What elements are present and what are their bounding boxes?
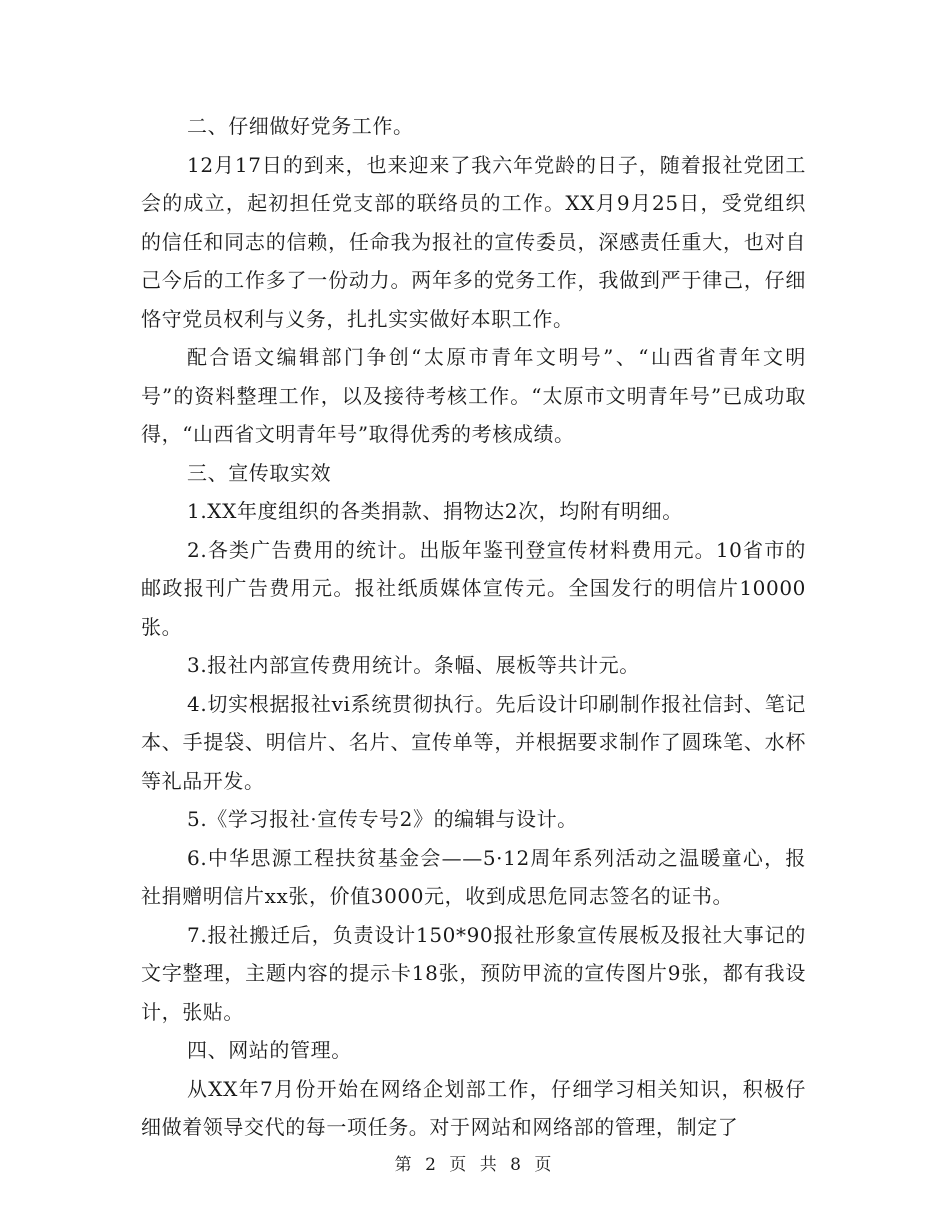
document-body [141,107,806,1147]
list-item: 2.各类广告费用的统计。出版年鉴刊登宣传材料费用元。10省市的邮政报刊广告费用元。报社纸质媒体宣传元。全国发行的明信片10000张。 [141,537,806,639]
paragraph: 从XX年7月份开始在网络企划部工作，仔细学习相关知识，积极仔细做着领导交代的每一项任务。对于网站和网络部的管理，制定了 [141,1076,806,1139]
list-item: 6.中华思源工程扶贫基金会——5·12周年系列活动之温暖童心，报社捐赠明信片xx张，价值3000元，收到成思危同志签名的证书。 [141,845,806,908]
list-item: 5.《学习报社·宣传专号2》的编辑与设计。 [187,807,578,831]
section-heading-party-work: 二、仔细做好党务工作。 [187,114,414,138]
page-footer: 第 2 页 共 8 页 [394,1155,556,1175]
list-item: 4.切实根据报社vi系统贯彻执行。先后设计印刷制作报社信封、笔记本、手提袋、明信片、名片、宣传单等，并根据要求制作了圆珠笔、水杯等礼品开发。 [141,691,806,793]
section-heading-website: 四、网站的管理。 [187,1038,352,1062]
list-item: 7.报社搬迁后，负责设计150*90报社形象宣传展板及报社大事记的文字整理，主题内容的提示卡18张，预防甲流的宣传图片9张，都有我设计，张贴。 [141,922,806,1024]
paragraph: 配合语文编辑部门争创“太原市青年文明号”、“山西省青年文明号”的资料整理工作，以及接待考核工作。“太原市文明青年号”已成功取得，“山西省文明青年号”取得优秀的考核成绩。 [141,345,806,446]
list-item: 1.XX年度组织的各类捐款、捐物达2次，均附有明细。 [187,499,683,523]
paragraph: 12月17日的到来，也来迎来了我六年党龄的日子，随着报社党团工会的成立，起初担任党支部的联络员的工作。XX月9月25日，受党组织的信任和同志的信赖，任命我为报社的宣传委员，深感责任重大，也对自己今后的工作多了一份动力。两年多的党务工作，我做到严于律己，仔细恪守党员权利与义务，扎扎实实做好本职工作。 [141,152,806,331]
list-item: 3.报社内部宣传费用统计。条幅、展板等共计元。 [187,653,640,677]
section-heading-publicity: 三、宣传取实效 [187,460,332,485]
